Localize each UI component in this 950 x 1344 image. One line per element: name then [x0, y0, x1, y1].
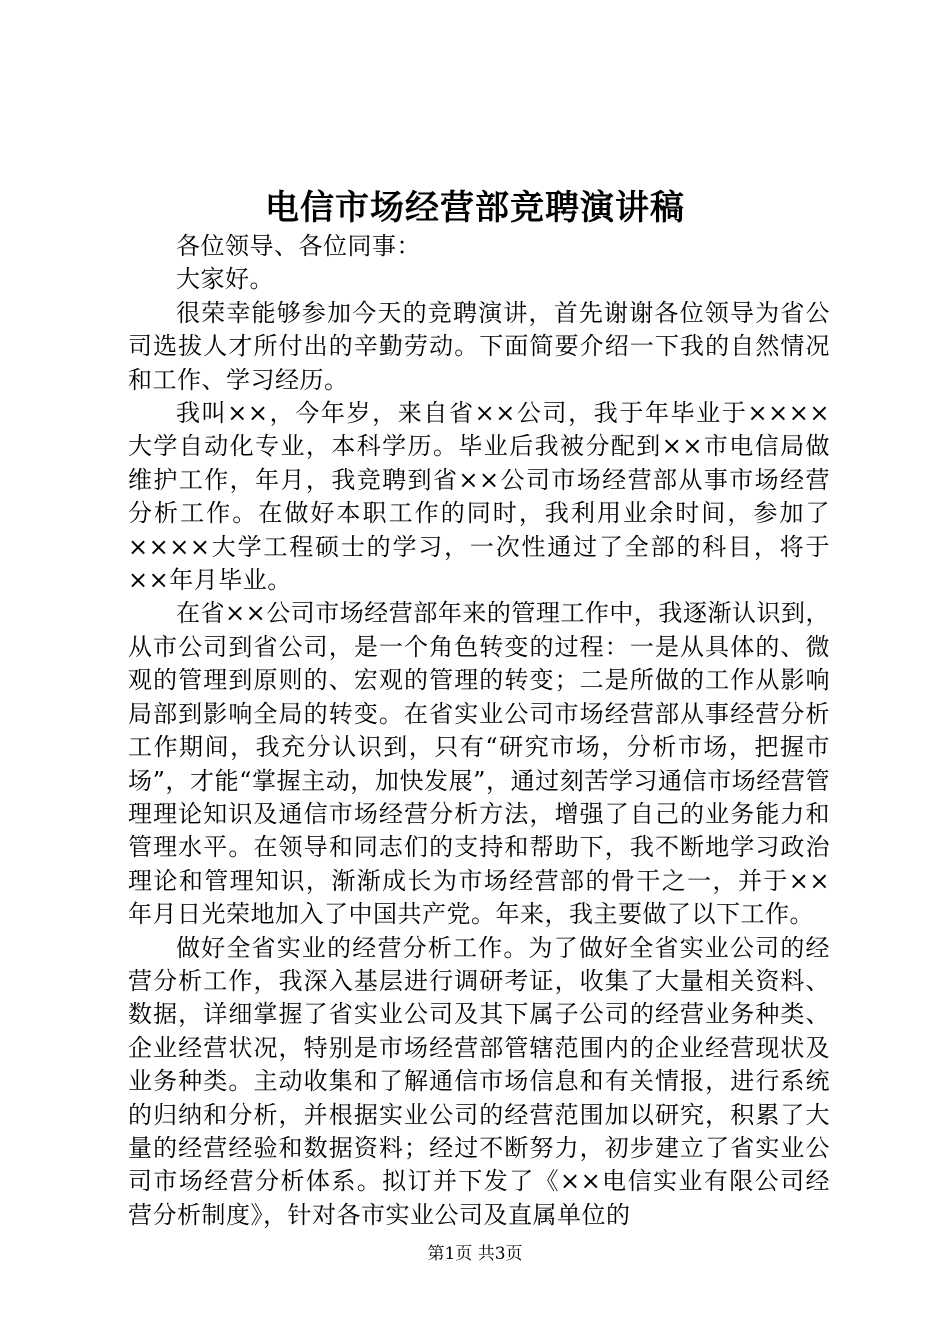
- intro-paragraph: 很荣幸能够参加今天的竞聘演讲，首先谢谢各位领导为省公司选拔人才所付出的辛勤劳动。下面简要介绍一下我的自然情况和工作、学习经历。: [128, 298, 830, 394]
- document-title: 电信市场经营部竞聘演讲稿: [265, 188, 685, 228]
- page-footer: 第1页 共3页: [427, 1244, 523, 1264]
- background-paragraph: 我叫××，今年岁，来自省××公司，我于年毕业于××××大学自动化专业，本科学历。毕业后我被分配到××市电信局做维护工作，年月，我竞聘到省××公司市场经营部从事市场经营分析工作。在做好本职工作的同时，我利用业余时间，参加了××××大学工程硕士的学习，一次性通过了全部的科目，将于××年月毕业。: [128, 399, 830, 595]
- document-body: [128, 230, 830, 1232]
- salutation-paragraph: 各位领导、各位同事：: [176, 232, 421, 260]
- greeting-paragraph: 大家好。: [176, 265, 274, 294]
- work-paragraph: 做好全省实业的经营分析工作。为了做好全省实业公司的经营分析工作，我深入基层进行调研考证，收集了大量相关资料、数据，详细掌握了省实业公司及其下属子公司的经营业务种类、企业经营状况，特别是市场经营部管辖范围内的企业经营现状及业务种类。主动收集和了解通信市场信息和有关情报，进行系统的归纳和分析，并根据实业公司的经营范围加以研究，积累了大量的经营经验和数据资料；经过不断努力，初步建立了省实业公司市场经营分析体系。拟订并下发了《××电信实业有限公司经营分析制度》，针对各市实业公司及直属单位的: [128, 933, 830, 1229]
- experience-paragraph: 在省××公司市场经营部年来的管理工作中，我逐渐认识到，从市公司到省公司，是一个角色转变的过程：一是从具体的、微观的管理到原则的、宏观的管理的转变；二是所做的工作从影响局部到影响全局的转变。在省实业公司市场经营部从事经营分析工作期间，我充分认识到，只有“研究市场，分析市场，把握市场”，才能“掌握主动，加快发展”，通过刻苦学习通信市场经营管理理论知识及通信市场经营分析方法，增强了自己的业务能力和管理水平。在领导和同志们的支持和帮助下，我不断地学习政治理论和管理知识，渐渐成长为市场经营部的骨干之一，并于××年月日光荣地加入了中国共产党。年来，我主要做了以下工作。: [128, 599, 830, 929]
